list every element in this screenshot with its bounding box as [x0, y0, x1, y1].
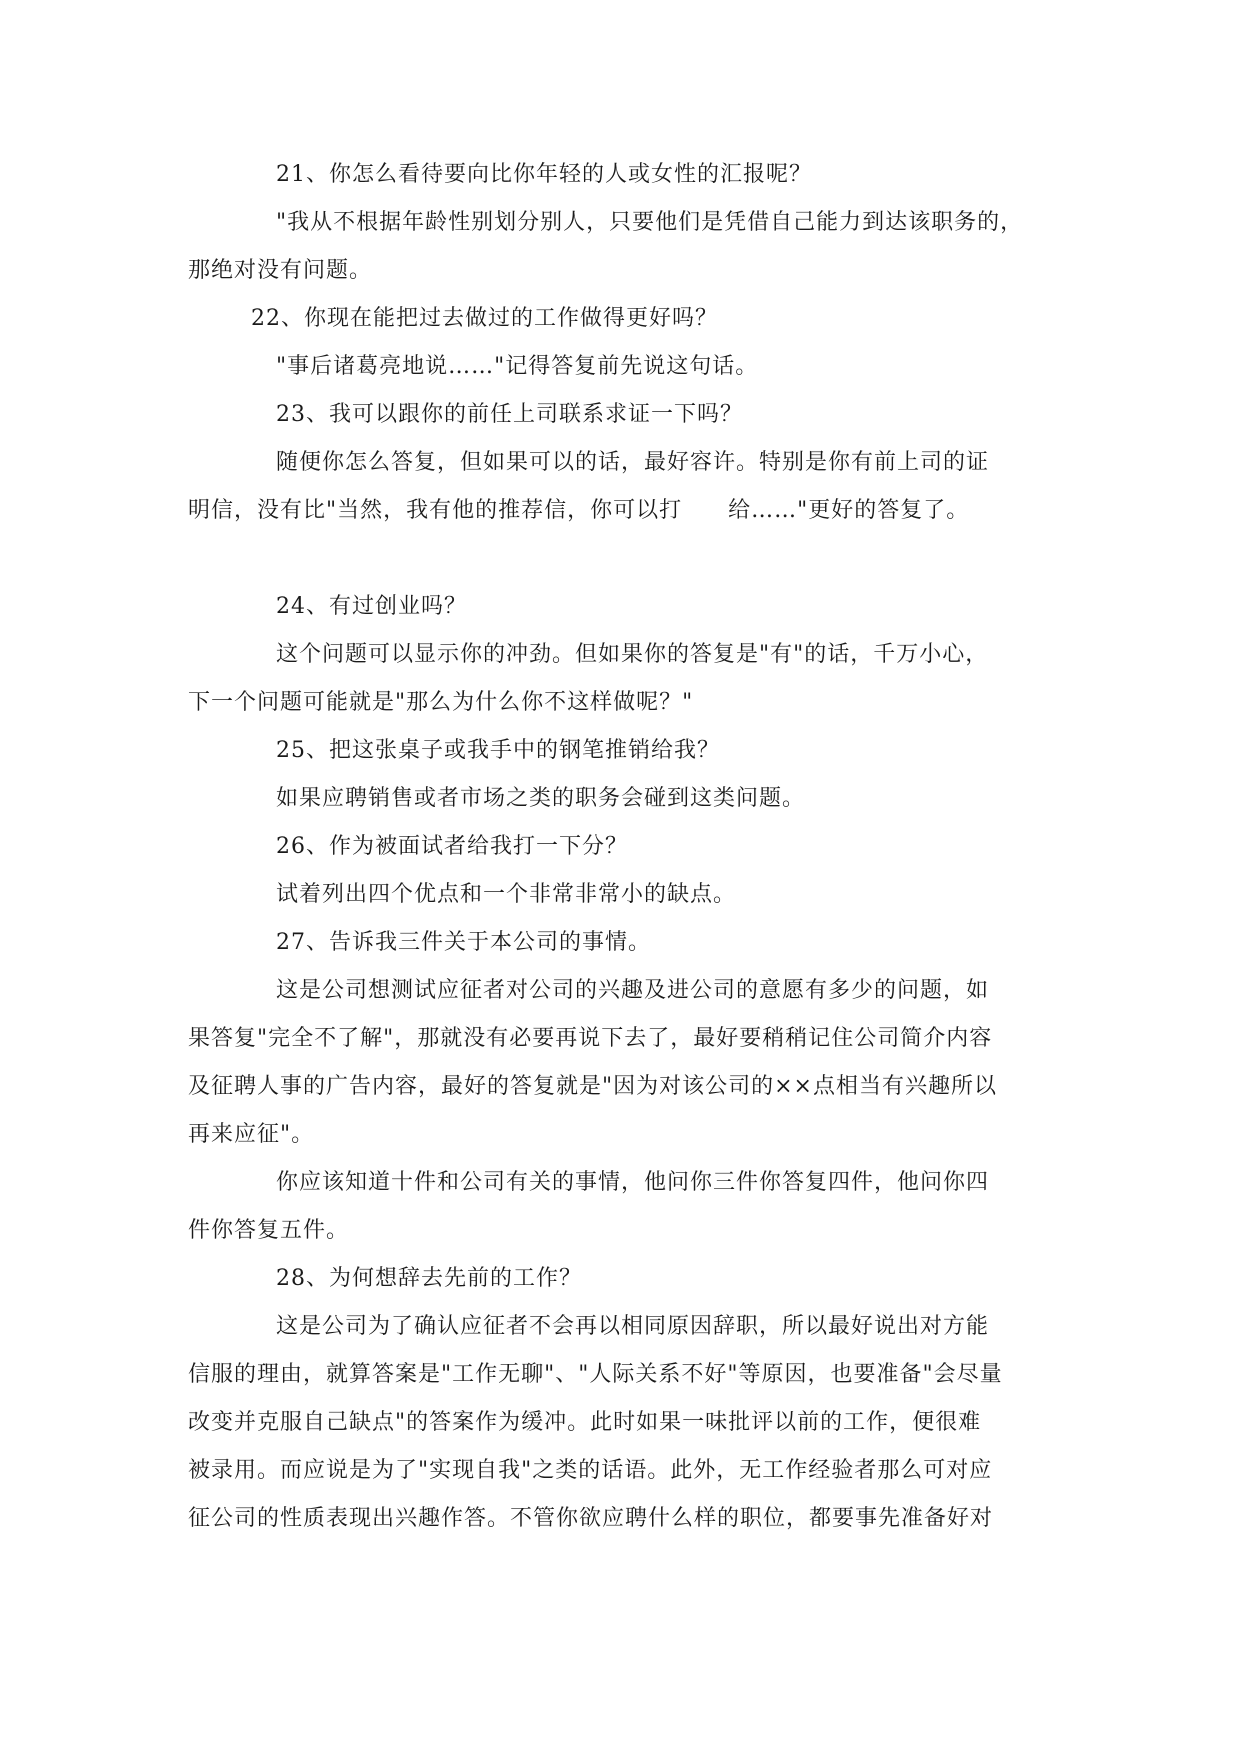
question-24: 24、有过创业吗？	[276, 594, 467, 619]
answer-23-line-1: 随便你怎么答复，但如果可以的话，最好容许。特别是你有前上司的证	[276, 450, 990, 475]
question-23: 23、我可以跟你的前任上司联系求证一下吗？	[276, 402, 743, 427]
answer-21-line-2: 那绝对没有问题。	[188, 258, 373, 283]
answer-27-line-1: 这是公司想测试应征者对公司的兴趣及进公司的意愿有多少的问题，如	[276, 978, 990, 1003]
answer-28-line-4: 被录用。而应说是为了"实现自我"之类的话语。此外，无工作经验者那么可对应	[188, 1458, 993, 1483]
question-25: 25、把这张桌子或我手中的钢笔推销给我？	[276, 738, 720, 763]
answer-21-line-1: "我从不根据年龄性别划分别人，只要他们是凭借自己能力到达该职务的，	[276, 210, 1024, 235]
answer-28-line-3: 改变并克服自己缺点"的答案作为缓冲。此时如果一味批评以前的工作，便很难	[188, 1410, 982, 1435]
answer-28-line-2: 信服的理由，就算答案是"工作无聊"、"人际关系不好"等原因，也要准备"会尽量	[188, 1362, 1003, 1387]
answer-27-line-4: 再来应征"。	[188, 1122, 315, 1147]
answer-27-line-3: 及征聘人事的广告内容，最好的答复就是"因为对该公司的××点相当有兴趣所以	[188, 1074, 997, 1099]
answer-27b-line-2: 件你答复五件。	[188, 1218, 350, 1243]
question-27: 27、告诉我三件关于本公司的事情。	[276, 930, 651, 955]
answer-24-line-2: 下一个问题可能就是"那么为什么你不这样做呢？"	[188, 690, 694, 715]
answer-23-line-2: 明信，没有比"当然，我有他的推荐信，你可以打 给……"更好的答复了。	[188, 498, 970, 523]
question-21: 21、你怎么看待要向比你年轻的人或女性的汇报呢？	[276, 162, 812, 187]
answer-24-line-1: 这个问题可以显示你的冲劲。但如果你的答复是"有"的话，千万小心，	[276, 642, 989, 667]
answer-27b-line-1: 你应该知道十件和公司有关的事情，他问你三件你答复四件，他问你四	[276, 1170, 990, 1195]
answer-26: 试着列出四个优点和一个非常非常小的缺点。	[276, 882, 737, 907]
question-22: 22、你现在能把过去做过的工作做得更好吗？	[251, 306, 718, 331]
answer-27-line-2: 果答复"完全不了解"，那就没有必要再说下去了，最好要稍稍记住公司简介内容	[188, 1026, 993, 1051]
answer-28-line-5: 征公司的性质表现出兴趣作答。不管你欲应聘什么样的职位，都要事先准备好对	[188, 1506, 994, 1531]
answer-28-line-1: 这是公司为了确认应征者不会再以相同原因辞职，所以最好说出对方能	[276, 1314, 990, 1339]
question-28: 28、为何想辞去先前的工作？	[276, 1266, 582, 1291]
answer-22: "事后诸葛亮地说……"记得答复前先说这句话。	[276, 354, 759, 379]
question-26: 26、作为被面试者给我打一下分？	[276, 834, 628, 859]
answer-25: 如果应聘销售或者市场之类的职务会碰到这类问题。	[276, 786, 806, 811]
